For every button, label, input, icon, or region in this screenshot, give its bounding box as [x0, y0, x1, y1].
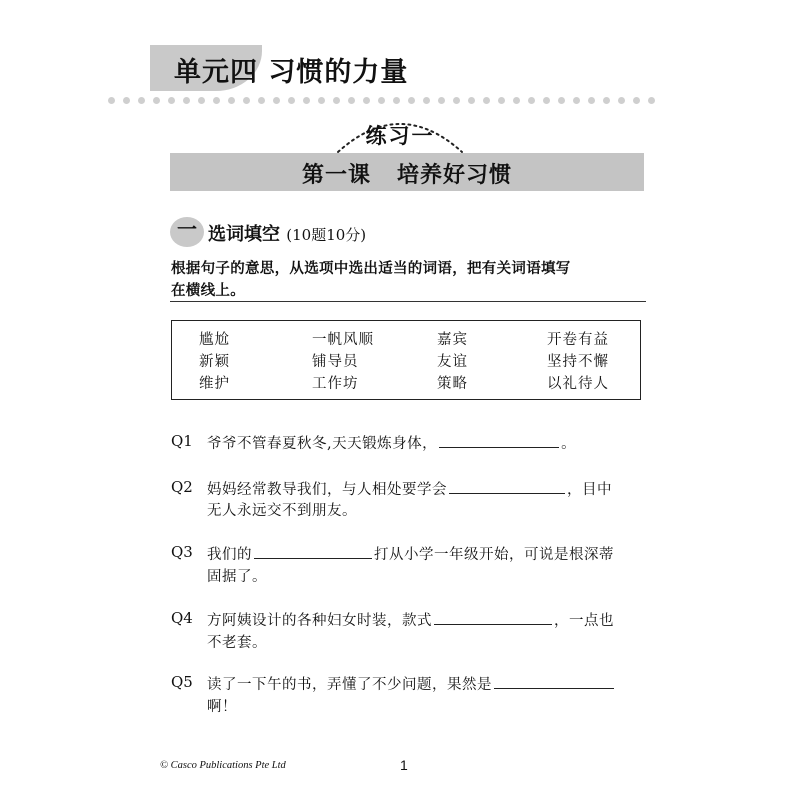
divider-dot	[633, 97, 640, 104]
divider-dot	[123, 97, 130, 104]
answer-blank-q3[interactable]	[254, 544, 372, 559]
word-bank-item: 铺导员	[312, 354, 359, 370]
divider-dot	[303, 97, 310, 104]
question-q4-line-2: 不老套。	[207, 635, 267, 651]
section-title-text: 选词填空	[208, 224, 280, 245]
divider-dot	[138, 97, 145, 104]
question-q5-line-2: 啊！	[207, 699, 237, 715]
instruction-line-1: 根据句子的意思，从选项中选出适当的词语，把有关词语填写	[171, 261, 571, 277]
word-bank-item: 以礼待人	[547, 376, 609, 392]
answer-blank-q5[interactable]	[494, 674, 614, 689]
question-q4-line-1	[207, 609, 614, 630]
divider-dot	[288, 97, 295, 104]
divider-dot	[153, 97, 160, 104]
divider-dot	[363, 97, 370, 104]
question-q3-text-after: 打从小学一年级开始，可说是根深蒂	[374, 547, 614, 563]
question-number-q3: Q3	[171, 543, 193, 561]
divider-dot	[228, 97, 235, 104]
question-number-q5: Q5	[171, 673, 193, 691]
divider-dot	[453, 97, 460, 104]
divider-dot	[513, 97, 520, 104]
word-bank-item: 尴尬	[199, 332, 230, 348]
question-number-q2: Q2	[171, 478, 193, 496]
question-number-q4: Q4	[171, 609, 193, 627]
divider-dot	[438, 97, 445, 104]
section-title	[208, 220, 366, 246]
question-q2-text-after: ，目中	[567, 482, 612, 498]
divider-dot	[573, 97, 580, 104]
word-bank-item: 策略	[437, 376, 468, 392]
divider-dot	[183, 97, 190, 104]
answer-blank-q4[interactable]	[434, 610, 552, 625]
word-bank-item: 工作坊	[312, 376, 359, 392]
question-q5-text-before: 读了一下午的书，弄懂了不少问题，果然是	[207, 677, 492, 693]
divider-dot	[108, 97, 115, 104]
divider-dot	[198, 97, 205, 104]
divider-dot	[168, 97, 175, 104]
divider-dot	[588, 97, 595, 104]
divider-dot	[243, 97, 250, 104]
divider-dot	[333, 97, 340, 104]
question-q2-line-1	[207, 478, 612, 499]
divider-dot	[273, 97, 280, 104]
divider-dot	[498, 97, 505, 104]
divider-dot	[648, 97, 655, 104]
question-q1-text-after: 。	[561, 436, 577, 452]
word-bank-item: 嘉宾	[437, 332, 468, 348]
divider-dot	[618, 97, 625, 104]
question-q4-text-after: ，一点也	[554, 613, 614, 629]
question-q4-text-before: 方阿姨设计的各种妇女时装，款式	[207, 613, 432, 629]
word-bank-item: 友谊	[437, 354, 468, 370]
word-bank-item: 新颖	[199, 354, 230, 370]
divider-dot	[468, 97, 475, 104]
dotted-divider	[108, 97, 653, 105]
divider-dot	[528, 97, 535, 104]
word-bank-item: 维护	[199, 376, 230, 392]
unit-title: 单元四 习惯的力量	[174, 57, 409, 88]
question-q2-text-before: 妈妈经常教导我们，与人相处要学会	[207, 482, 447, 498]
section-score-note: (10题10分)	[286, 226, 367, 244]
instruction-line-2: 在横线上。	[171, 283, 245, 299]
question-q1-line-1	[207, 432, 576, 453]
word-bank-box	[171, 320, 641, 400]
divider-dot	[213, 97, 220, 104]
copyright-notice: © Casco Publications Pte Ltd	[160, 760, 286, 771]
instruction-text	[171, 258, 651, 302]
lesson-title: 第一课 培养好习惯	[302, 163, 512, 188]
word-bank-item: 开卷有益	[547, 332, 609, 348]
answer-blank-q2[interactable]	[449, 479, 565, 494]
page-number: 1	[400, 757, 408, 773]
question-q3-text-before: 我们的	[207, 547, 252, 563]
instruction-underline	[170, 301, 646, 302]
divider-dot	[543, 97, 550, 104]
divider-dot	[318, 97, 325, 104]
divider-dot	[423, 97, 430, 104]
divider-dot	[258, 97, 265, 104]
answer-blank-q1[interactable]	[439, 433, 559, 448]
word-bank-item: 一帆风顺	[312, 332, 374, 348]
exercise-title: 练习一	[365, 124, 435, 148]
question-q2-line-2: 无人永远交不到朋友。	[207, 503, 357, 519]
question-q1-text-before: 爷爷不管春夏秋冬,天天锻炼身体，	[207, 436, 438, 452]
divider-dot	[378, 97, 385, 104]
question-q3-line-2: 固据了。	[207, 569, 267, 585]
divider-dot	[483, 97, 490, 104]
divider-dot	[348, 97, 355, 104]
divider-dot	[603, 97, 610, 104]
divider-dot	[393, 97, 400, 104]
question-q3-line-1	[207, 543, 614, 564]
divider-dot	[558, 97, 565, 104]
word-bank-item: 坚持不懈	[547, 354, 609, 370]
question-number-q1: Q1	[171, 432, 193, 450]
question-q5-line-1	[207, 673, 616, 694]
section-number: 一	[177, 217, 197, 241]
divider-dot	[408, 97, 415, 104]
